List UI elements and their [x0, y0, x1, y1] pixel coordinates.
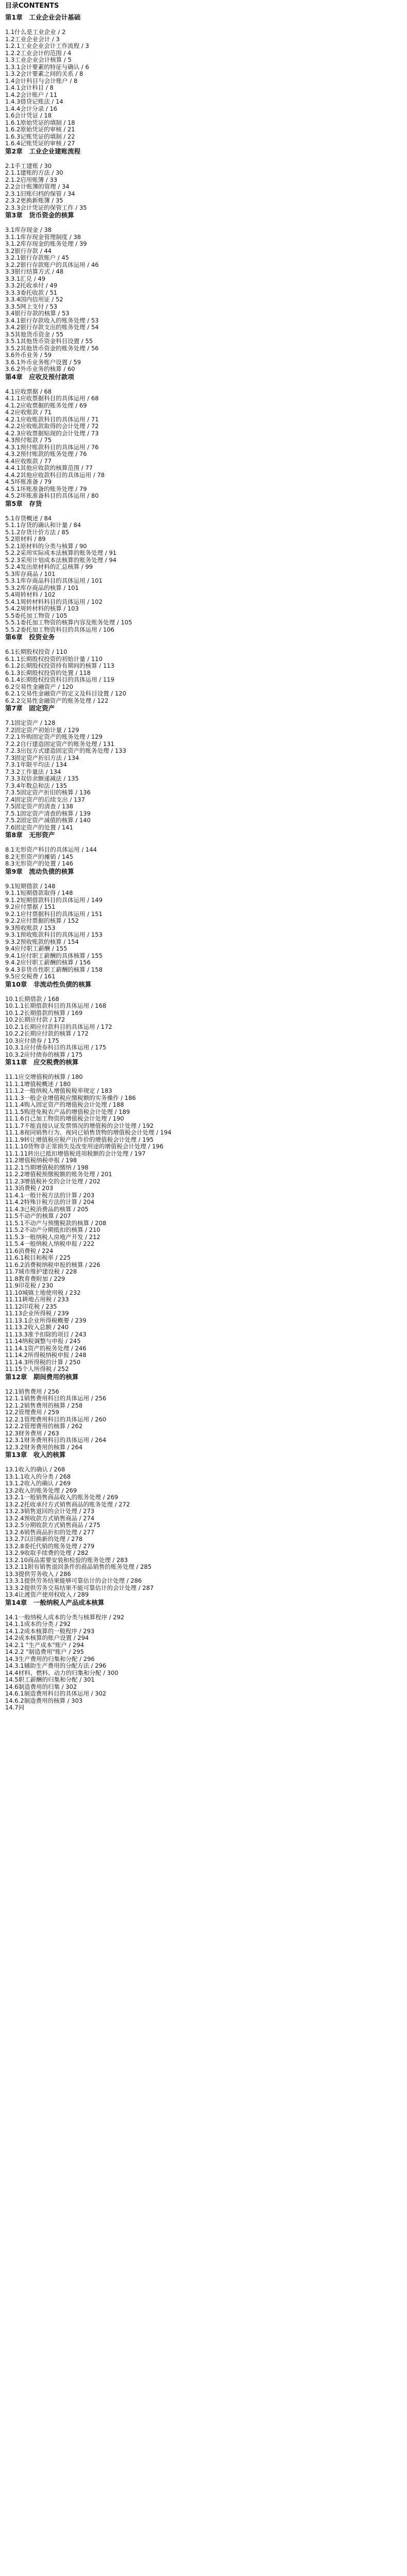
toc-entry[interactable]: 3.5其他货币资金 / 55	[5, 331, 64, 338]
toc-entry[interactable]: 12.2.1管理费用科目的具体运用 / 260	[5, 1416, 107, 1423]
chapter-heading[interactable]: 第11章 应交税费的核算	[5, 1058, 79, 1066]
toc-entry[interactable]: 11.1.2一般纳税人增值税税率规定 / 183	[5, 1088, 112, 1094]
toc-entry[interactable]: 11.12印花税 / 235	[5, 1303, 57, 1310]
toc-entry[interactable]: 11.1.11转出已抵扣增值税进项税额的会计处理 / 197	[5, 1150, 146, 1157]
toc-entry[interactable]: 7.5.1固定资产清查的核算 / 139	[5, 810, 91, 817]
toc-entry[interactable]: 1.2工业企业会计 / 3	[5, 36, 60, 43]
chapter-section	[5, 633, 402, 704]
toc-entry[interactable]: 11.13.3准予扣除的项目 / 243	[5, 1331, 87, 1338]
toc-entry[interactable]: 3.1.1库存现金管理制度 / 38	[5, 233, 81, 241]
toc-entry[interactable]: 11.14.3所得税的计算 / 250	[5, 1359, 81, 1366]
toc-entry[interactable]: 14.6制造费用的归集 / 302	[5, 1683, 77, 1690]
toc-entry[interactable]: 3.2.1银行存款账户 / 45	[5, 255, 70, 261]
toc-entry[interactable]: 11.14.2所得税纳税申报 / 248	[5, 1352, 87, 1359]
chapter-heading[interactable]: 第8章 无形资产	[5, 831, 55, 839]
toc-entry[interactable]: 3.5.1其他货币资金科目设置 / 55	[5, 338, 93, 345]
toc-entry[interactable]: 9.5应交税费 / 161	[5, 973, 56, 980]
toc-entry[interactable]: 8.3无形资产的处置 / 146	[5, 860, 73, 867]
toc-entry[interactable]: 11.13.1企业所得税概要 / 239	[5, 1317, 87, 1324]
toc-entry[interactable]: 14.1.1成本的分类 / 292	[5, 1621, 71, 1628]
toc-entry[interactable]: 4.1.2应收票据的账务处理 / 69	[5, 402, 87, 409]
toc-entry[interactable]: 3.3.4国内信用证 / 52	[5, 296, 63, 303]
toc-entry[interactable]: 11.11耕地占用税 / 233	[5, 1296, 69, 1303]
chapter-section	[5, 1058, 402, 1373]
toc-entry[interactable]: 3.3.1汇兑 / 49	[5, 275, 46, 282]
toc-entry[interactable]: 4.5.1坏账准备的账务处理 / 79	[5, 485, 87, 493]
toc-entry[interactable]: 13.2.7以旧换新的处理 / 278	[5, 1536, 83, 1543]
toc-entry[interactable]: 12.2管理费用 / 259	[5, 1409, 59, 1416]
toc-entry[interactable]: 11.5不动产的核算 / 207	[5, 1213, 71, 1219]
toc-entry[interactable]: 10.3.1应付债券科目的具体运用 / 175	[5, 1044, 107, 1051]
toc-entry[interactable]: 5.2.4发出原材料的汇总核算 / 99	[5, 564, 93, 570]
toc-entry[interactable]: 13.2.10商品需要安装和检验的账务处理 / 283	[5, 1556, 128, 1564]
toc-entry[interactable]: 11.10城镇土地使用税 / 232	[5, 1289, 81, 1296]
chapter-section	[5, 1599, 402, 1711]
toc-entry[interactable]: 7.5固定资产的清查 / 138	[5, 803, 73, 810]
toc-entry[interactable]: 1.6会计凭证 / 18	[5, 112, 52, 119]
toc-entry[interactable]: 12.3财务费用 / 263	[5, 1430, 59, 1437]
toc-entry[interactable]: 3.4银行存款的核算 / 53	[5, 310, 70, 317]
toc-entry[interactable]: 4.4应收账款 / 77	[5, 457, 52, 465]
toc-entry[interactable]: 4.4.1其他应收款的核算范围 / 77	[5, 465, 93, 471]
chapter-section	[5, 13, 402, 147]
toc-entry[interactable]: 4.3预付账款 / 75	[5, 437, 52, 444]
toc-entry[interactable]: 7.3.4年数总和法 / 135	[5, 782, 67, 789]
toc-entry[interactable]: 13.3.1提供劳务结果能够可靠估计的会计处理 / 286	[5, 1578, 142, 1584]
toc-entry[interactable]: 11.2.1当期增值税的缴纳 / 198	[5, 1164, 89, 1171]
toc-entry[interactable]: 9.3预收账款 / 153	[5, 924, 56, 931]
toc-entry[interactable]: 4.1应收票据 / 68	[5, 388, 52, 395]
chapter-heading[interactable]: 第3章 货币资金的核算	[5, 211, 74, 219]
toc-entry[interactable]: 11.2.2增值税预缴税额的账务处理 / 201	[5, 1171, 112, 1178]
toc-entry[interactable]: 4.5坏账准备 / 79	[5, 479, 52, 485]
toc-entry[interactable]: 13.2.11附有销售退回条件的商品销售的账务处理 / 285	[5, 1564, 152, 1570]
toc-entry[interactable]: 3.1库存现金 / 38	[5, 227, 52, 233]
toc-entry[interactable]: 14.3.1辅助生产费用的分配方法 / 296	[5, 1663, 107, 1669]
toc-entry[interactable]: 14.5职工薪酬的归集和分配 / 301	[5, 1676, 95, 1683]
chapter-section	[5, 1451, 402, 1599]
toc-entry[interactable]: 7.6固定资产的处置 / 141	[5, 824, 73, 831]
toc-entry[interactable]: 6.1.4长期股权投资科目的具体运用 / 119	[5, 676, 114, 683]
toc-entry[interactable]: 7.2.2自行建造固定资产的账务处理 / 131	[5, 740, 114, 748]
toc-entry[interactable]: 7.2固定资产初始计量 / 129	[5, 726, 79, 734]
toc-entry[interactable]: 7.3.3双倍余额递减法 / 135	[5, 775, 79, 782]
toc-entry[interactable]: 11.4.1一般计税方法的计算 / 203	[5, 1192, 95, 1199]
chapter-section	[5, 500, 402, 634]
toc-entry[interactable]: 13.2.4预收款方式销售商品 / 274	[5, 1515, 95, 1522]
toc-entry[interactable]: 9.3.1预收账款科目的具体运用 / 153	[5, 931, 103, 938]
toc-entry[interactable]: 12.1.2销售费用的核算 / 258	[5, 1402, 83, 1409]
chapter-heading[interactable]: 第10章 非流动性负债的核算	[5, 980, 92, 988]
toc-entry[interactable]: 6.2交易性金融资产 / 120	[5, 683, 73, 690]
toc-entry[interactable]: 7.3.1年限平均法 / 134	[5, 761, 67, 768]
toc-entry[interactable]: 11.9印花税 / 230	[5, 1282, 54, 1289]
toc-entry[interactable]: 2.3.2更换新账簿 / 35	[5, 197, 63, 204]
toc-entry[interactable]: 7.5.2固定资产减值的核算 / 140	[5, 817, 91, 824]
toc-entry[interactable]: 12.3.1财务费用科目的具体运用 / 264	[5, 1437, 107, 1444]
chapter-heading[interactable]: 第9章 流动负债的核算	[5, 867, 74, 875]
toc-entry[interactable]: 5.2.3采用计划成本法核算的账务处理 / 94	[5, 556, 117, 564]
toc-entry[interactable]: 13.3.2提供劳务交易结果不能可靠估计的会计处理 / 287	[5, 1584, 154, 1591]
toc-entry[interactable]: 2.1.1建账的方法 / 30	[5, 170, 63, 176]
toc-entry[interactable]: 4.5.2坏账准备科目的具体运用 / 80	[5, 493, 99, 499]
toc-entry[interactable]: 11.8教育费附加 / 229	[5, 1275, 65, 1282]
toc-entry[interactable]: 3.3.5网上支付 / 53	[5, 303, 58, 310]
toc-entry[interactable]: 7.1固定资产 / 128	[5, 720, 56, 726]
toc-entry[interactable]: 11.15个人所得税 / 252	[5, 1366, 69, 1372]
toc-entry[interactable]: 5.5委托加工物资 / 105	[5, 612, 67, 619]
chapter-section	[5, 211, 402, 373]
toc-entry[interactable]: 4.2应收账款 / 71	[5, 409, 52, 416]
toc-entry[interactable]: 4.2.1应收账款科目的具体运用 / 71	[5, 416, 99, 423]
toc-entry[interactable]: 8.2无形资产的摊销 / 145	[5, 853, 73, 860]
toc-entry[interactable]: 11.7城市维护建设税 / 228	[5, 1268, 77, 1275]
toc-entry[interactable]: 5.2原材料 / 89	[5, 536, 46, 543]
toc-entry[interactable]: 9.2.2应付票据的核算 / 152	[5, 918, 79, 924]
toc-entry[interactable]: 11.6.2消费税纳税申报的核算 / 226	[5, 1261, 100, 1268]
toc-entry[interactable]: 11.4.3已税消费品的核算 / 205	[5, 1206, 89, 1213]
toc-entry[interactable]: 6.1.2长期股权投资持有期间的核算 / 113	[5, 663, 114, 669]
chapter-heading[interactable]: 第4章 应收及预付款项	[5, 372, 74, 381]
toc-entry[interactable]: 3.6.1外币业务账户设置 / 59	[5, 359, 81, 366]
toc-entry[interactable]: 11.13.2收入总额 / 240	[5, 1324, 69, 1331]
toc-entry[interactable]: 13.1收入的确认 / 268	[5, 1466, 65, 1473]
toc-entry[interactable]: 2.3.3会计凭证的保管工作 / 35	[5, 204, 87, 211]
toc-entry[interactable]: 11.5.2不动产分期抵扣的核算 / 210	[5, 1227, 100, 1233]
toc-entry[interactable]: 5.3库存商品 / 101	[5, 570, 56, 578]
toc-entry[interactable]: 10.2.1长期应付款科目的具体运用 / 172	[5, 1023, 112, 1030]
toc-entry[interactable]: 3.4.1银行存款收入的账务处理 / 53	[5, 317, 99, 324]
toc-entry[interactable]: 9.4.3非货币性职工薪酬的核算 / 158	[5, 966, 103, 973]
toc-entry[interactable]: 1.3.1会计要素的特征与确认 / 6	[5, 63, 89, 71]
toc-entry[interactable]: 5.1.2存货计价方法 / 85	[5, 529, 70, 536]
toc-entry[interactable]: 2.2会计账簿的管理 / 34	[5, 183, 70, 190]
toc-entry[interactable]: 13.4让渡资产使用权收入 / 289	[5, 1591, 89, 1598]
toc-entry[interactable]: 8.1无形资产科目的具体运用 / 144	[5, 846, 97, 853]
toc-title: 目录CONTENTS	[5, 2, 59, 10]
toc-entry[interactable]: 13.2.5分期收款方式销售商品 / 275	[5, 1522, 100, 1529]
toc-entry[interactable]: 13.2.2托收承付方式销售商品的账务处理 / 272	[5, 1501, 130, 1508]
toc-entry[interactable]: 5.4.1周转材料科目的具体运用 / 102	[5, 598, 103, 605]
toc-entry[interactable]: 1.4.4会计分录 / 16	[5, 105, 58, 112]
toc-entry[interactable]: 1.4.1会计科目 / 8	[5, 84, 54, 91]
toc-entry[interactable]: 11.2.3增值税补交的会计处理 / 202	[5, 1178, 100, 1185]
toc-entry[interactable]: 11.13企业所得税 / 239	[5, 1310, 69, 1317]
toc-entry[interactable]: 10.2长期应付款 / 172	[5, 1016, 65, 1023]
toc-entry[interactable]: 1.6.2原始凭证的审核 / 21	[5, 126, 75, 133]
toc-entry[interactable]: 6.2.2交易性金融资产的账务处理 / 122	[5, 697, 109, 704]
toc-entry[interactable]: 11.1.3一般企业增值税应缴税额的实务操作 / 186	[5, 1094, 136, 1101]
toc-entry[interactable]: 10.3应付债券 / 175	[5, 1037, 59, 1044]
chapter-heading[interactable]: 第14章 一般纳税人产品成本核算	[5, 1598, 105, 1606]
toc-entry[interactable]: 9.1短期借款 / 148	[5, 883, 56, 890]
toc-entry[interactable]: 1.6.3记账凭证的填制 / 22	[5, 133, 75, 140]
chapter-section	[5, 980, 402, 1059]
toc-entry[interactable]: 6.1.3长期股权投资的处置 / 118	[5, 669, 91, 676]
toc-entry[interactable]: 10.1长期借款 / 168	[5, 995, 59, 1003]
toc-entry[interactable]: 14.6.2制造费用的核算 / 303	[5, 1697, 83, 1704]
toc-entry[interactable]: 1.4.2会计账户 / 11	[5, 91, 58, 98]
toc-entry[interactable]: 9.4.2应付职工薪酬的核算 / 156	[5, 959, 91, 966]
chapter-heading[interactable]: 第1章 工业企业会计基础	[5, 13, 81, 21]
toc-entry[interactable]: 5.2.2采用实际成本法核算的账务处理 / 91	[5, 550, 117, 556]
toc-entry[interactable]: 12.1销售费用 / 256	[5, 1388, 59, 1395]
toc-entry[interactable]: 3.3银行结算方式 / 48	[5, 268, 64, 275]
toc-entry[interactable]: 11.6消费税 / 224	[5, 1247, 54, 1255]
toc-entry[interactable]: 10.2.2长期应付款的核算 / 172	[5, 1030, 89, 1037]
toc-entry[interactable]: 1.4会计科目与会计账户 / 8	[5, 77, 78, 84]
toc-entry[interactable]: 1.3工业企业会计核算 / 5	[5, 57, 72, 63]
toc-entry[interactable]: 13.2.6销售商品折扣的处理 / 277	[5, 1529, 95, 1536]
toc-entry[interactable]: 14.3生产费用的归集和分配 / 296	[5, 1655, 95, 1663]
toc-entry[interactable]: 10.1.1长期借款科目的具体运用 / 168	[5, 1003, 107, 1009]
toc-entry[interactable]: 3.4.2银行存款支出的账务处理 / 54	[5, 324, 99, 331]
toc-entry[interactable]: 4.2.2应收账款取得的会计处理 / 72	[5, 423, 99, 430]
toc-entry[interactable]: 11.1.1增值税概述 / 180	[5, 1080, 71, 1088]
chapter-section	[5, 704, 402, 831]
toc-entry[interactable]: 9.2应付票据 / 151	[5, 904, 56, 910]
toc-entry[interactable]: 10.3.2应付债券的核算 / 175	[5, 1051, 83, 1058]
toc-entry[interactable]: 12.2.2管理费用的核算 / 262	[5, 1423, 83, 1430]
toc-entry[interactable]: 9.4.1应付职工薪酬的具体核算 / 155	[5, 952, 103, 959]
toc-entry[interactable]: 5.5.2委托加工物资科目的具体运用 / 106	[5, 626, 114, 633]
toc-entry[interactable]: 1.2.2工业会计的范围 / 4	[5, 49, 72, 57]
toc-entry[interactable]: 5.2.1原材料的分类与核算 / 90	[5, 543, 87, 550]
toc-entry[interactable]: 13.2.8委托代销的账务处理 / 279	[5, 1543, 95, 1550]
toc-entry[interactable]: 1.1什么是工业企业 / 2	[5, 29, 66, 36]
toc-entry[interactable]: 3.3.2托收承付 / 49	[5, 282, 58, 289]
toc-entry[interactable]: 11.14纳税调整与申报 / 245	[5, 1338, 81, 1345]
toc-entry[interactable]: 9.3.2预收账款的核算 / 154	[5, 938, 79, 945]
toc-entry[interactable]: 7.3.2工作量法 / 134	[5, 768, 61, 775]
toc-entry[interactable]: 5.5.1委托加工物资的核算内容及账务处理 / 105	[5, 619, 132, 626]
toc-entry[interactable]: 14.6.1制造费用科目的具体运用 / 302	[5, 1690, 107, 1697]
chapter-heading[interactable]: 第5章 存货	[5, 499, 42, 507]
toc-entry[interactable]: 3.1.2库存现金的账务处理 / 39	[5, 241, 87, 247]
toc-entry[interactable]: 13.1.2收入的确认 / 269	[5, 1480, 71, 1487]
toc-entry[interactable]: 11.1.8视同销售行为、视同已销售货物的增值税会计处理 / 194	[5, 1129, 172, 1136]
toc-entry[interactable]: 11.1.10货物非正常损失及改变用途的增值税会计处理 / 196	[5, 1143, 164, 1150]
toc-entry[interactable]: 13.2收入的账务处理 / 269	[5, 1487, 77, 1494]
toc-entry[interactable]: 11.1.4购入固定资产的增值税会计处理 / 188	[5, 1101, 124, 1108]
toc-entry[interactable]: 1.4.3借贷记账法 / 14	[5, 98, 63, 105]
chapter-heading[interactable]: 第2章 工业企业建账流程	[5, 147, 81, 155]
toc-entry[interactable]: 12.1.1销售费用科目的具体运用 / 256	[5, 1395, 107, 1402]
chapter-section	[5, 831, 402, 868]
toc-entry[interactable]: 14.2成本核算的账户设置 / 294	[5, 1635, 89, 1641]
toc-entry[interactable]: 11.14.1资产的税务处理 / 246	[5, 1345, 87, 1352]
toc-entry[interactable]: 11.1.7不能直接认证发票情况的增值税的会计处理 / 192	[5, 1122, 154, 1129]
toc-entry[interactable]: 5.1.1存货的确认和计量 / 84	[5, 522, 81, 529]
toc-entry[interactable]: 2.1.2启用账簿 / 33	[5, 176, 58, 183]
toc-entry[interactable]: 4.3.2预付账款的账务处理 / 76	[5, 451, 87, 457]
toc-entry[interactable]: 11.1.6自己加工物资的增值税会计处理 / 190	[5, 1115, 124, 1122]
toc-entry[interactable]: 5.3.2库存商品的核算 / 101	[5, 584, 79, 591]
toc-entry[interactable]: 11.1.9转让增值税应税产出作价的增值税会计处理 / 195	[5, 1136, 154, 1143]
chapter-heading[interactable]: 第13章 收入的核算	[5, 1451, 66, 1459]
toc-entry[interactable]: 6.2.1交易性金融资产的定义及科目设置 / 120	[5, 690, 126, 697]
toc-entry[interactable]: 13.3提供劳务收入 / 286	[5, 1570, 71, 1578]
toc-entry[interactable]: 14.7同	[5, 1704, 25, 1711]
toc-entry[interactable]: 4.1.1应收票据科目的具体运用 / 68	[5, 395, 99, 402]
toc-entry[interactable]: 6.1长期股权投资 / 110	[5, 649, 67, 655]
toc-entry[interactable]: 11.6.1税目和税率 / 225	[5, 1255, 71, 1261]
toc-entry[interactable]: 11.5.3一般纳税人房地产开发 / 212	[5, 1233, 100, 1241]
toc-entry[interactable]: 7.2.3出包方式建造固定资产的账务处理 / 133	[5, 748, 126, 754]
toc-entry[interactable]: 11.4.2特殊计税方法的计算 / 204	[5, 1199, 95, 1206]
toc-entry[interactable]: 2.1手工建账 / 30	[5, 162, 52, 170]
toc-entry[interactable]: 3.5.2其他货币资金的账务处理 / 56	[5, 345, 99, 352]
toc-entry[interactable]: 1.6.1原始凭证的填制 / 18	[5, 119, 75, 126]
chapter-section	[5, 373, 402, 500]
toc-entry[interactable]: 3.2银行存款 / 44	[5, 247, 52, 255]
toc-entry[interactable]: 11.1应交增值税的核算 / 180	[5, 1074, 83, 1080]
toc-entry[interactable]: 14.1一般纳税人成本的分类与核算程序 / 292	[5, 1614, 125, 1621]
toc-entry[interactable]: 13.2.3销售退回的会计处理 / 273	[5, 1508, 95, 1515]
toc-entry[interactable]: 10.1.2长期借款的核算 / 169	[5, 1009, 83, 1016]
toc-entry[interactable]: 13.2.1一般销售商品收入的账务处理 / 269	[5, 1494, 118, 1501]
toc-entry[interactable]: 14.1.2成本核算的一般程序 / 293	[5, 1628, 95, 1635]
chapter-section	[5, 1373, 402, 1451]
toc-entry[interactable]: 12.3.2财务费用的核算 / 264	[5, 1444, 83, 1451]
toc-entry[interactable]: 13.2.9收取手续费的处理 / 282	[5, 1550, 89, 1556]
toc-entry[interactable]: 11.5.4一般纳税人纳税申报 / 222	[5, 1241, 95, 1247]
toc-entry[interactable]: 4.3.1预付账款科目的具体运用 / 76	[5, 444, 99, 451]
toc-entry[interactable]: 3.6.2外币业务的核算 / 60	[5, 366, 75, 372]
toc-entry[interactable]: 9.1.2短期借款科目的具体运用 / 149	[5, 896, 103, 904]
toc-entry[interactable]: 7.4固定资产的后续支出 / 137	[5, 796, 85, 803]
toc-entry[interactable]: 14.2.2 "制造费用"账户 / 295	[5, 1649, 84, 1655]
toc-entry[interactable]: 9.2.1应付票据科目的具体运用 / 151	[5, 910, 103, 918]
toc-entry[interactable]: 2.3.1旧账归档的保管 / 34	[5, 190, 75, 197]
toc-entry[interactable]: 4.2.3应收票据贴现的会计处理 / 73	[5, 430, 99, 437]
toc-entry[interactable]: 3.6外币业务 / 59	[5, 352, 52, 359]
toc-entry[interactable]: 5.3.1库存商品科目的具体运用 / 101	[5, 578, 103, 584]
toc-entry[interactable]: 7.3固定资产折旧方法 / 134	[5, 754, 79, 761]
toc-entry[interactable]: 11.2增值税纳税申报 / 198	[5, 1157, 77, 1164]
toc-entry[interactable]: 4.4.2其他应收款科目的具体运用 / 78	[5, 471, 105, 479]
toc-entry[interactable]: 11.1.5购进免税农产品的增值税会计处理 / 189	[5, 1108, 130, 1115]
toc-entry[interactable]: 11.5.1不动产与预缴税款的核算 / 208	[5, 1219, 107, 1227]
chapter-section	[5, 147, 402, 212]
chapter-heading[interactable]: 第7章 固定资产	[5, 704, 55, 712]
toc-entry[interactable]: 5.1存货概述 / 84	[5, 515, 52, 522]
toc-entry[interactable]: 1.6.4记账凭证的审核 / 27	[5, 140, 75, 147]
chapter-heading[interactable]: 第12章 期间费用的核算	[5, 1372, 79, 1381]
toc-entry[interactable]: 3.2.2银行存款账户的具体运用 / 46	[5, 261, 99, 268]
toc-entry[interactable]: 9.4应付职工薪酬 / 155	[5, 945, 67, 952]
toc-entry[interactable]: 7.2.1外购固定资产的账务处理 / 129	[5, 734, 103, 740]
toc-entry[interactable]: 1.2.1工业企业会计工作流程 / 3	[5, 43, 89, 49]
toc-entry[interactable]: 5.4.2周转材料的核算 / 103	[5, 605, 79, 612]
toc-entry[interactable]: 11.3消费税 / 203	[5, 1185, 54, 1192]
toc-entry[interactable]: 3.3.3委托收款 / 51	[5, 289, 58, 296]
toc-entry[interactable]: 7.3.5固定资产折旧的核算 / 136	[5, 789, 91, 796]
toc-entry[interactable]: 5.4周转材料 / 102	[5, 591, 56, 598]
toc-entry[interactable]: 1.3.2会计要素之间的关系 / 8	[5, 71, 83, 77]
toc-entry[interactable]: 6.1.1长期股权投资的初始计量 / 110	[5, 655, 103, 663]
toc-entry[interactable]: 14.2.1 "生产成本"账户 / 294	[5, 1641, 84, 1649]
chapter-heading[interactable]: 第6章 投资业务	[5, 633, 55, 641]
toc-entry[interactable]: 13.1.1收入的分类 / 268	[5, 1473, 71, 1480]
chapter-section	[5, 868, 402, 980]
toc-entry[interactable]: 14.4材料、燃料、动力的归集和分配 / 300	[5, 1669, 118, 1676]
toc-entry[interactable]: 9.1.1短期借款取得 / 148	[5, 890, 73, 896]
